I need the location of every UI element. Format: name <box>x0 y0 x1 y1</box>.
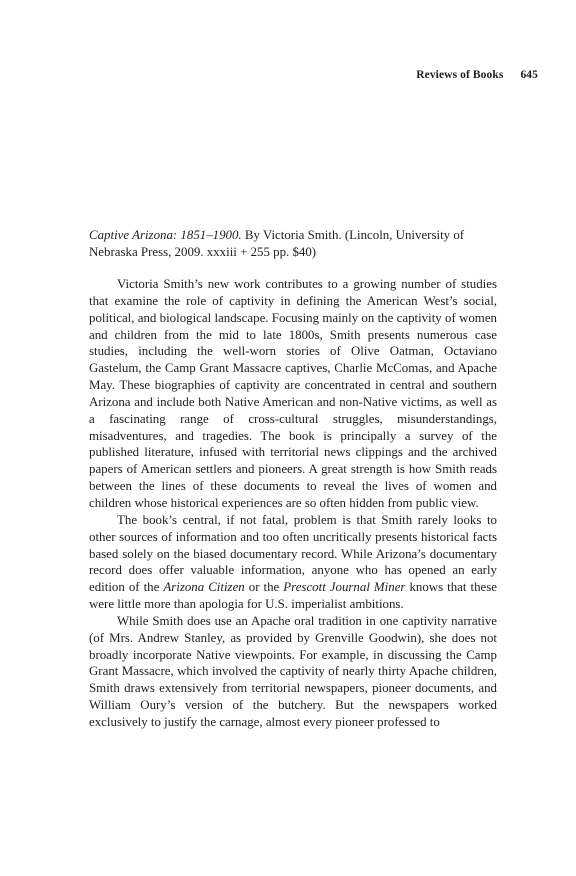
paragraph-text: knows that these were little more than apologia for U.S. imperialist ambitions. <box>89 580 497 612</box>
review-paragraph-2 <box>89 512 497 613</box>
page-number: 645 <box>520 69 538 81</box>
citation-details: By Victoria Smith. (Lincoln, University of Nebraska Press, 2009. xxxiii + 255 pp. $40) <box>89 228 465 259</box>
section-title: Reviews of Books <box>416 69 504 81</box>
book-citation <box>89 227 497 261</box>
review-paragraph-1: Victoria Smith’s new work contributes to a growing number of studies that examine the role of captivity in defining the American West’s social, political, and biological landscape. Focusing mainly on the captivity of women and children from the mid to late 1800s, Smith presents numerous case studies, including the well-worn stories of Olive Oatman, Octaviano Gastelum, the Camp Grant Massacre captives, Charlie McComas, and Apache May. These biographies of captivity are concentrated in central and southern Arizona and include both Native American and non-Native victims, as well as a fascinating range of cross-cultural struggles, misunderstandings, misadventures, and tragedies. The book is principally a survey of the published literature, infused with territorial news clippings and the archived papers of American settlers and pioneers. A great strength is how Smith reads between the lines of these documents to reveal the lives of women and children whose historical experiences are so often hidden from public view. <box>89 277 497 510</box>
paragraph-text: or the <box>244 580 284 595</box>
publication-title: Arizona Citizen <box>163 580 245 595</box>
running-head <box>416 69 538 81</box>
review-paragraph-3: While Smith does use an Apache oral tradition in one captivity narrative (of Mrs. Andrew Stanley, as provided by Grenville Goodwin), she does not broadly incorporate Native viewpoints. For example, in discussing the Camp Grant Massacre, which involved the captivity of nearly thirty Apache children, Smith draws extensively from territorial newspapers, pioneer documents, and William Oury’s version of the butchery. But the newspapers worked exclusively to justify the carnage, almost every pioneer professed to <box>89 613 497 729</box>
review-body <box>89 276 497 731</box>
publication-title: Prescott Journal Miner <box>283 580 406 595</box>
paragraph-text: The book’s central, if not fatal, problem is that Smith rarely looks to other sources of information and too often uncritically presents historical facts based solely on the biased documentary record. While Arizona’s documentary record does offer valuable information, anyone who has opened an early edition of the <box>89 512 497 595</box>
book-title: Captive Arizona: 1851–1900. <box>89 228 242 242</box>
